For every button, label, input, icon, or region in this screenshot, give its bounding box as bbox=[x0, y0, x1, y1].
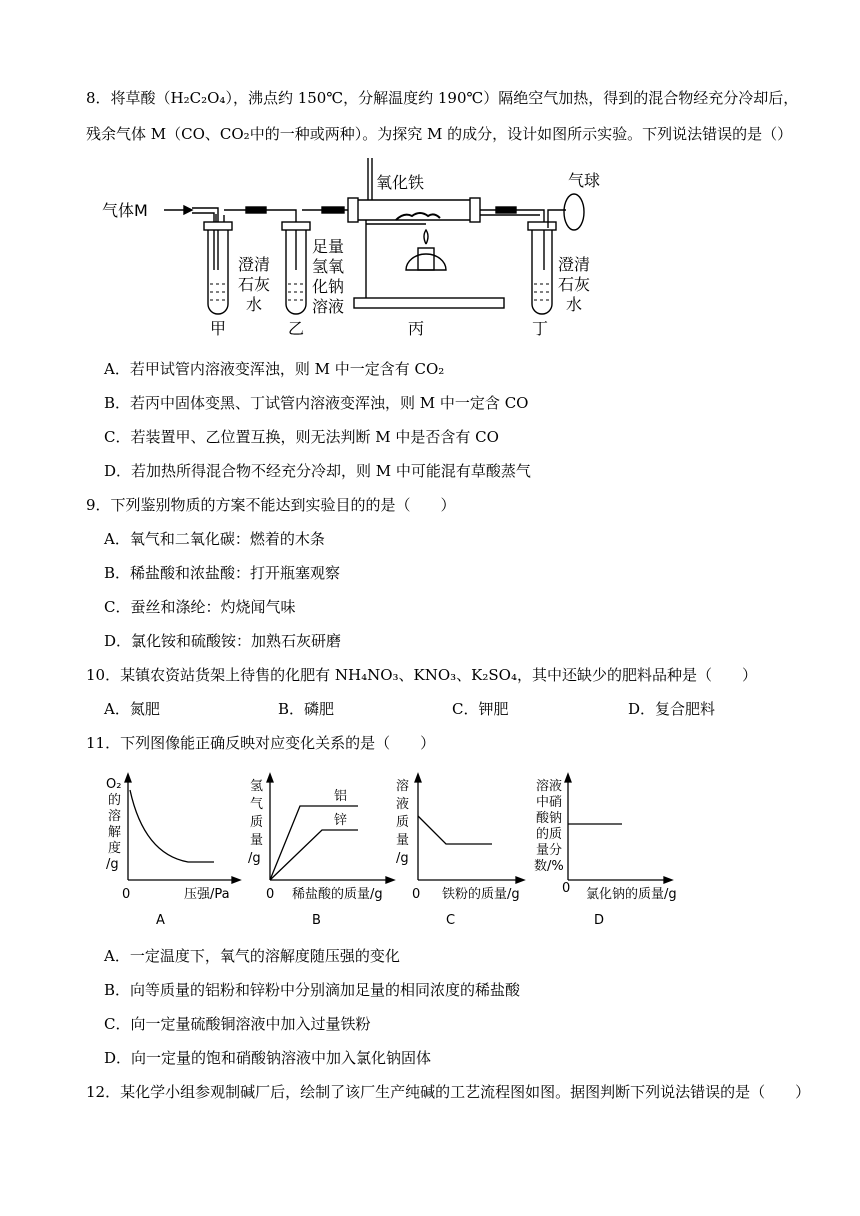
label-limewater-d-2: 石灰 bbox=[558, 275, 591, 294]
q10-stem: 10．某镇农资站货架上待售的化肥有 NH₄NO₃、KNO₃、K₂SO₄，其中还缺少的肥料品种是（ ） bbox=[86, 666, 757, 684]
graph-c-ylabel-4: 量 bbox=[396, 833, 410, 848]
graph-d bbox=[565, 774, 672, 883]
graph-b bbox=[267, 774, 394, 883]
graph-d-origin: 0 bbox=[562, 881, 571, 896]
graph-a-origin: 0 bbox=[122, 887, 131, 902]
q8-apparatus-figure bbox=[96, 158, 636, 340]
graph-a-ylabel-6: /g bbox=[106, 857, 119, 872]
q11-graphs bbox=[100, 772, 700, 932]
label-yi: 乙 bbox=[288, 319, 305, 338]
q8-option-c: C．若装置甲、乙位置互换，则无法判断 M 中是否含有 CO bbox=[104, 428, 499, 446]
graph-d-ylabel-3: 酸钠 bbox=[536, 811, 563, 826]
graph-c-ylabel-5: /g bbox=[396, 851, 409, 866]
graph-b-ylabel-4: 量 bbox=[250, 833, 264, 848]
label-iron-oxide: 氧化铁 bbox=[376, 173, 425, 192]
q8-option-a: A．若甲试管内溶液变浑浊，则 M 中一定含有 CO₂ bbox=[104, 360, 445, 378]
q10-option-b: B．磷肥 bbox=[278, 700, 335, 718]
label-naoh-3: 化钠 bbox=[312, 277, 345, 296]
graph-b-ylabel-2: 气 bbox=[250, 797, 264, 812]
label-limewater-d-3: 水 bbox=[566, 295, 583, 314]
graph-b-ylabel-5: /g bbox=[248, 851, 261, 866]
graph-c-ylabel-3: 质 bbox=[396, 815, 410, 830]
label-limewater-a-3: 水 bbox=[246, 295, 263, 314]
graph-a-ylabel-4: 解 bbox=[108, 825, 122, 840]
graph-d-ylabel-2: 中硝 bbox=[536, 795, 563, 810]
graph-a-ylabel-3: 溶 bbox=[108, 809, 122, 824]
graph-a-ylabel-5: 度 bbox=[108, 841, 122, 856]
q8-option-b: B．若丙中固体变黑、丁试管内溶液变浑浊，则 M 中一定含 CO bbox=[104, 394, 529, 412]
graph-c bbox=[415, 774, 524, 883]
test-tube-ding bbox=[532, 228, 552, 314]
graph-b-al-label: 铝 bbox=[334, 789, 348, 804]
q11-option-a: A．一定温度下，氧气的溶解度随压强的变化 bbox=[104, 947, 400, 965]
graph-c-ylabel-2: 液 bbox=[396, 797, 410, 812]
graph-d-ylabel-1: 溶液 bbox=[536, 779, 563, 794]
q9-option-d: D．氯化铵和硫酸铵：加熟石灰研磨 bbox=[104, 632, 342, 650]
graph-d-ylabel-4: 的质 bbox=[536, 827, 563, 842]
graph-a-xlabel: 压强/Pa bbox=[184, 887, 230, 902]
q11-option-d: D．向一定量的饱和硝酸钠溶液中加入氯化钠固体 bbox=[104, 1049, 432, 1067]
label-ding: 丁 bbox=[532, 319, 549, 338]
q10-option-c: C．钾肥 bbox=[452, 700, 509, 718]
graph-a-ylabel-1: O₂ bbox=[106, 777, 122, 792]
label-naoh-2: 氢氧 bbox=[312, 257, 345, 276]
graph-b-ylabel-3: 质 bbox=[250, 815, 264, 830]
combustion-tube bbox=[354, 200, 474, 220]
label-naoh-1: 足量 bbox=[312, 237, 345, 256]
label-balloon: 气球 bbox=[568, 171, 601, 190]
graph-d-letter: D bbox=[594, 913, 605, 928]
q9-option-c: C．蚕丝和涤纶：灼烧闻气味 bbox=[104, 598, 296, 616]
label-bing: 丙 bbox=[408, 319, 425, 338]
q10-option-a: A．氮肥 bbox=[104, 700, 160, 718]
graph-c-letter: C bbox=[446, 913, 456, 928]
balloon bbox=[564, 194, 584, 230]
q8-option-d: D．若加热所得混合物不经充分冷却，则 M 中可能混有草酸蒸气 bbox=[104, 462, 531, 480]
q11-option-c: C．向一定量硫酸铜溶液中加入过量铁粉 bbox=[104, 1015, 371, 1033]
graph-c-ylabel-1: 溶 bbox=[396, 779, 410, 794]
graph-b-origin: 0 bbox=[266, 887, 275, 902]
graph-d-ylabel-5: 量分 bbox=[536, 843, 563, 858]
label-limewater-d-1: 澄清 bbox=[558, 255, 591, 274]
label-limewater-a-2: 石灰 bbox=[238, 275, 271, 294]
q9-stem: 9．下列鉴别物质的方案不能达到实验目的的是（ ） bbox=[86, 496, 456, 514]
graph-b-xlabel: 稀盐酸的质量/g bbox=[292, 887, 383, 902]
q9-option-b: B．稀盐酸和浓盐酸：打开瓶塞观察 bbox=[104, 564, 341, 582]
q11-option-b: B．向等质量的铝粉和锌粉中分别滴加足量的相同浓度的稀盐酸 bbox=[104, 981, 521, 999]
graph-d-ylabel-6: 数/% bbox=[534, 859, 564, 874]
label-naoh-4: 溶液 bbox=[312, 297, 345, 316]
graph-a-ylabel-2: 的 bbox=[108, 793, 122, 808]
graph-b-zn-label: 锌 bbox=[334, 813, 348, 828]
graph-a bbox=[125, 774, 240, 883]
q10-option-d: D．复合肥料 bbox=[628, 700, 716, 718]
label-gas-m: 气体M bbox=[102, 201, 148, 220]
graph-c-origin: 0 bbox=[412, 887, 421, 902]
q9-option-a: A．氧气和二氧化碳：燃着的木条 bbox=[104, 530, 325, 548]
graph-a-letter: A bbox=[156, 913, 165, 928]
q8-stem-line1: 8．将草酸（H₂C₂O₄），沸点约 150℃，分解温度约 190℃）隔绝空气加热，得到的混合物经充分冷却后， bbox=[86, 89, 799, 107]
label-jia: 甲 bbox=[210, 319, 227, 338]
graph-c-xlabel: 铁粉的质量/g bbox=[442, 887, 520, 902]
q8-stem-line2: 残余气体 M（CO、CO₂中的一种或两种）。为探究 M 的成分，设计如图所示实验。下列说法错误的是（） bbox=[86, 125, 793, 143]
graph-d-xlabel: 氯化钠的质量/g bbox=[586, 887, 677, 902]
graph-b-letter: B bbox=[312, 913, 321, 928]
q11-stem: 11．下列图像能正确反映对应变化关系的是（ ） bbox=[86, 734, 436, 752]
q12-stem: 12．某化学小组参观制碱厂后，绘制了该厂生产纯碱的工艺流程图如图。据图判断下列说法错误的是（ ） bbox=[86, 1083, 811, 1101]
graph-b-ylabel-1: 氢 bbox=[250, 779, 264, 794]
label-limewater-a-1: 澄清 bbox=[238, 255, 271, 274]
